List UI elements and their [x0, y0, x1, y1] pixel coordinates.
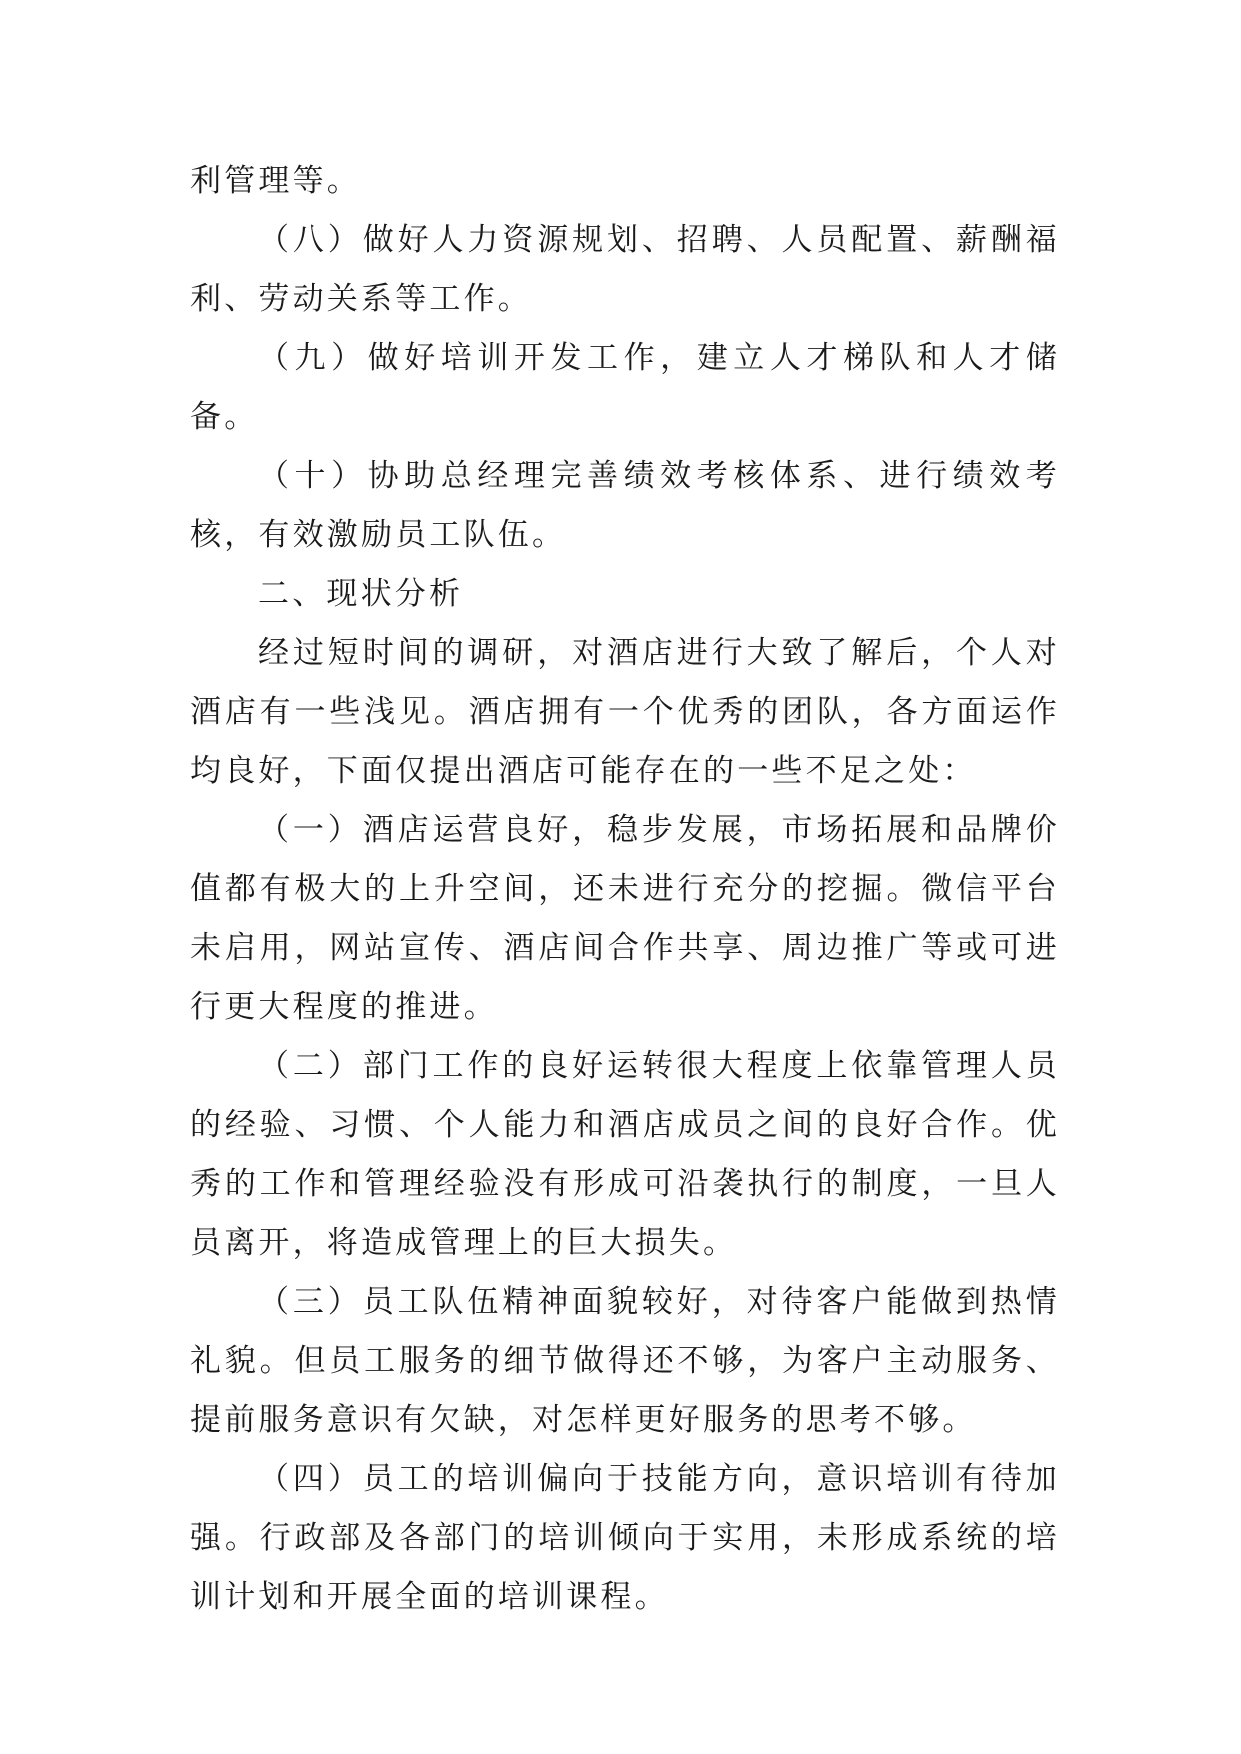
- paragraph-item-8: （八）做好人力资源规划、招聘、人员配置、薪酬福利、劳动关系等工作。: [190, 222, 1060, 317]
- paragraph-point-4: （四）员工的培训偏向于技能方向，意识培训有待加强。行政部及各部门的培训倾向于实用，未形成系统的培训计划和开展全面的培训课程。: [190, 1461, 1060, 1615]
- body-text: [190, 152, 1060, 1627]
- paragraph-item-9: （九）做好培训开发工作，建立人才梯队和人才储备。: [190, 340, 1060, 435]
- paragraph-intro: 经过短时间的调研，对酒店进行大致了解后，个人对酒店有一些浅见。酒店拥有一个优秀的团队，各方面运作均良好，下面仅提出酒店可能存在的一些不足之处：: [190, 635, 1060, 789]
- paragraph-point-1: （一）酒店运营良好，稳步发展，市场拓展和品牌价值都有极大的上升空间，还未进行充分的挖掘。微信平台未启用，网站宣传、酒店间合作共享、周边推广等或可进行更大程度的推进。: [190, 812, 1060, 1025]
- paragraph-item-10: （十）协助总经理完善绩效考核体系、进行绩效考核，有效激励员工队伍。: [190, 458, 1060, 553]
- paragraph-point-2: （二）部门工作的良好运转很大程度上依靠管理人员的经验、习惯、个人能力和酒店成员之间的良好合作。优秀的工作和管理经验没有形成可沿袭执行的制度，一旦人员离开，将造成管理上的巨大损失。: [190, 1048, 1060, 1261]
- section-heading: 二、现状分析: [258, 576, 464, 612]
- paragraph-continuation: 利管理等。: [190, 163, 361, 199]
- paragraph-point-3: （三）员工队伍精神面貌较好，对待客户能做到热情礼貌。但员工服务的细节做得还不够，为客户主动服务、提前服务意识有欠缺，对怎样更好服务的思考不够。: [190, 1284, 1060, 1438]
